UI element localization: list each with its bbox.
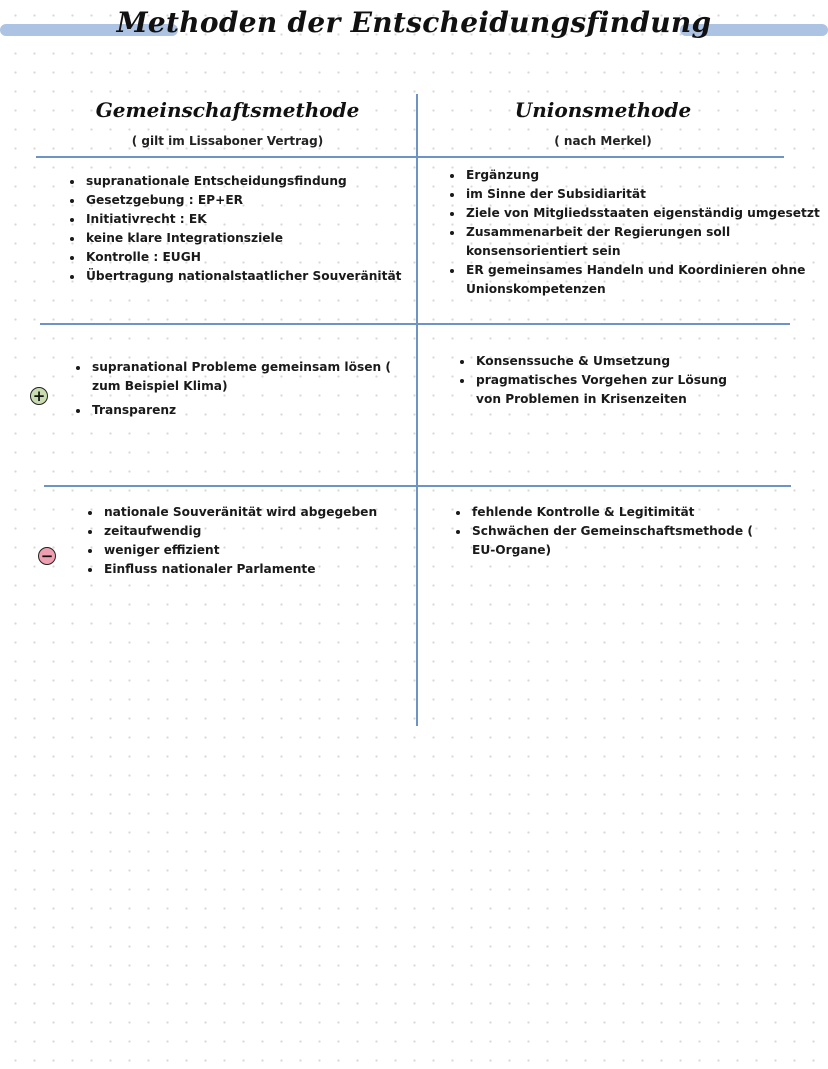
list-item: • nationale Souveränität wird abgegeben — [102, 503, 412, 522]
list-item: • Übertragung nationalstaatlicher Souveränität — [84, 267, 424, 286]
list-item: • im Sinne der Subsidiarität — [464, 185, 828, 204]
list-item: • keine klare Integrationsziele — [84, 229, 424, 248]
list-item: • ER gemeinsames Handeln und Koordinieren ohne Unionskompetenzen — [464, 261, 828, 299]
list-item: • supranationale Entscheidungsfindung — [84, 172, 424, 191]
row-divider-disadvantages — [44, 485, 791, 487]
list-item: • Zusammenarbeit der Regierungen soll konsensorientiert sein — [464, 223, 828, 261]
left-column-subheading: ( gilt im Lissaboner Vertrag) — [131, 134, 324, 148]
list-item: • Konsenssuche & Umsetzung — [474, 352, 734, 371]
right-disadvantages-list — [452, 503, 770, 560]
right-advantages-list — [456, 352, 734, 409]
list-item: • pragmatisches Vorgehen zur Lösung von Problemen in Krisenzeiten — [474, 371, 734, 409]
left-column-heading: Gemeinschaftsmethode — [95, 98, 360, 122]
list-item: • Einfluss nationaler Parlamente — [102, 560, 412, 579]
list-item: • Transparenz — [90, 401, 408, 420]
header-divider — [36, 156, 784, 158]
list-item: • weniger effizient — [102, 541, 412, 560]
list-item: • Ziele von Mitgliedsstaaten eigenständig umgesetzt — [464, 204, 828, 223]
left-definition-list — [66, 172, 424, 286]
list-item: • Ergänzung — [464, 166, 828, 185]
right-column-heading: Unionsmethode — [514, 98, 692, 122]
list-item: • Kontrolle : EUGH — [84, 248, 424, 267]
page-title: Methoden der Entscheidungsfindung — [116, 6, 712, 39]
plus-circle-icon: + — [30, 387, 48, 405]
list-item: • Initiativrecht : EK — [84, 210, 424, 229]
right-column-subheading: ( nach Merkel) — [554, 134, 652, 148]
list-item: • Gesetzgebung : EP+ER — [84, 191, 424, 210]
list-item: • zeitaufwendig — [102, 522, 412, 541]
left-disadvantages-list — [84, 503, 412, 579]
right-definition-list — [446, 166, 828, 299]
list-item: • supranational Probleme gemeinsam lösen ( zum Beispiel Klima) — [90, 358, 408, 396]
left-advantages-list — [72, 358, 408, 420]
row-divider-advantages — [40, 323, 790, 325]
minus-circle-icon: − — [38, 547, 56, 565]
list-item: • Schwächen der Gemeinschaftsmethode ( EU-Organe) — [470, 522, 770, 560]
list-item: • fehlende Kontrolle & Legitimität — [470, 503, 770, 522]
